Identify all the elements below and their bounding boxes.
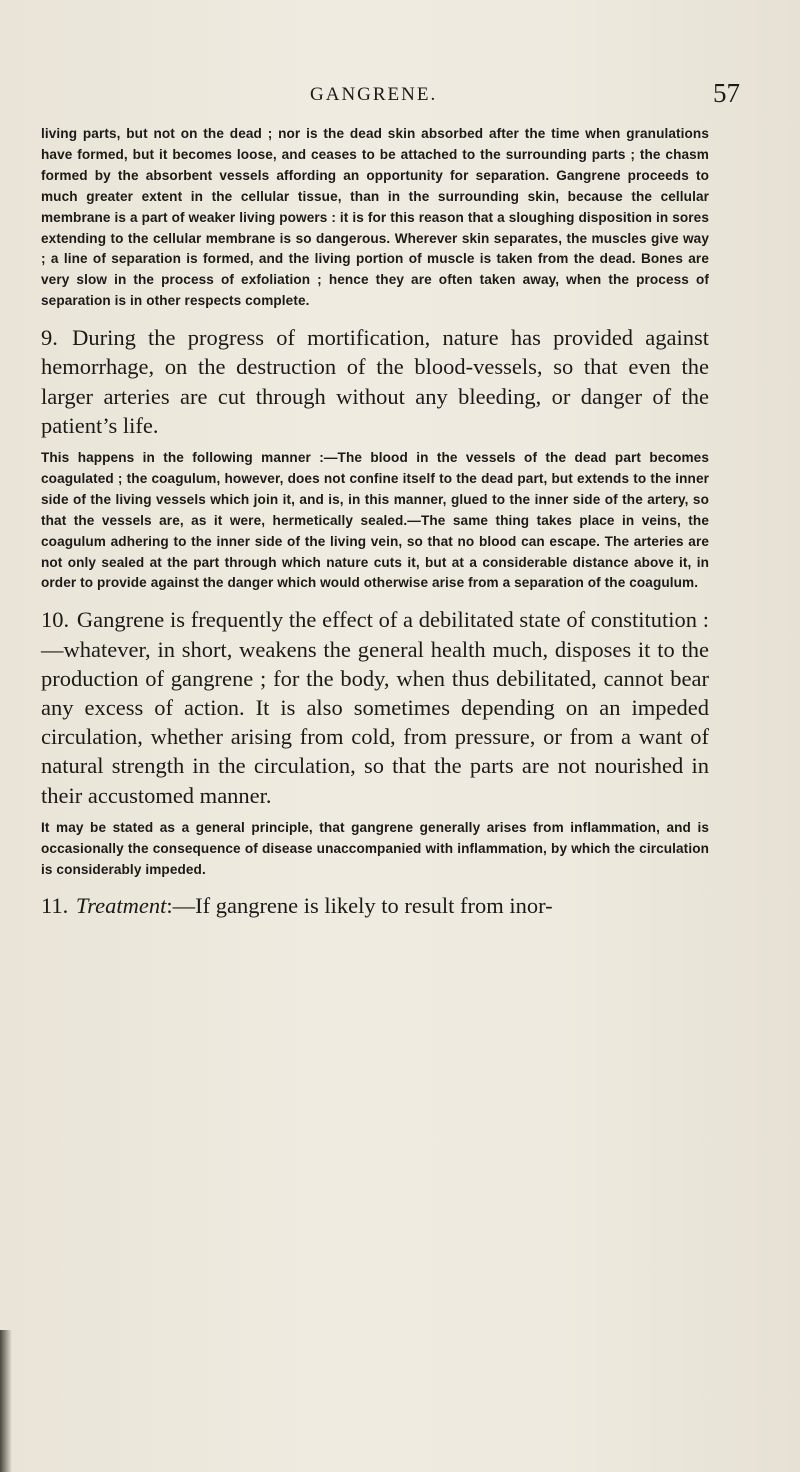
page-body	[41, 124, 709, 921]
section-text: :—If gangrene is likely to result from inor-	[166, 893, 553, 919]
note-9: This happens in the following manner :—The blood in the vessels of the dead part becomes coagulated ; the coagulum, however, does not confine itself to the dead part, but extends to the inner side of the living vessels which join it, and is, in this manner, glued to the inner side of the artery, so that the vessels are, as it were, hermetically sealed.—The same thing takes place in veins, the coagulum adhering to the inner side of the living vein, so that no blood can escape. The arteries are not only sealed at the part through which nature cuts it, but at a considerable distance above it, in order to provide against the danger which would otherwise arise from a separation of the coagulum.	[41, 449, 709, 591]
continued-paragraph: living parts, but not on the dead ; nor is the dead skin absorbed after the time when granulations have formed, but it becomes loose, and ceases to be attached to the surrounding parts ; the chasm formed by the absorbent vessels affording an opportunity for separation. Gangrene proceeds to much greater extent in the cellular tissue, than in the surrounding skin, because the cellular membrane is a part of weaker living powers : it is for this reason that a sloughing disposition in sores extending to the cellular membrane is so dangerous. Wherever skin separates, the muscles give way ; a line of separation is formed, and the living portion of muscle is taken from the dead. Bones are very slow in the process of exfoliation ; hence they are often taken away, when the process of separation is in other respects complete.	[41, 126, 709, 309]
section-number: 10.	[41, 607, 70, 633]
section-number: 9.	[41, 325, 58, 351]
section-number: 11.	[41, 893, 69, 919]
running-title: GANGRENE.	[310, 84, 438, 105]
page-edge-shadow	[0, 1330, 12, 1472]
section-text: Gangrene is frequently the effect of a debilitated state of constitution :—whatever, in short, weakens the general health much, disposes it to the production of gangrene ; for the body, when thus debilitated, cannot bear any excess of action. It is also sometimes depending on an impeded circulation, whether arising from cold, from pressure, or from a want of natural strength in the circulation, so that the parts are not nourished in their accustomed manner.	[41, 607, 710, 808]
section-heading: Treatment	[75, 893, 167, 919]
section-9	[41, 323, 709, 440]
page-number: 57	[713, 78, 740, 108]
section-10	[41, 605, 709, 809]
running-head	[40, 78, 740, 108]
section-11	[41, 891, 709, 920]
section-text: During the progress of mortification, nature has provided against hemorrhage, on the destruction of the blood-vessels, so that even the larger arteries are cut through without any bleeding, or danger of the patient’s life.	[41, 325, 709, 438]
note-10: It may be stated as a general principle, that gangrene generally arises from inflammation, and is occasionally the consequence of disease unaccompanied with inflammation, by which the circulation is considerably impeded.	[41, 819, 709, 877]
